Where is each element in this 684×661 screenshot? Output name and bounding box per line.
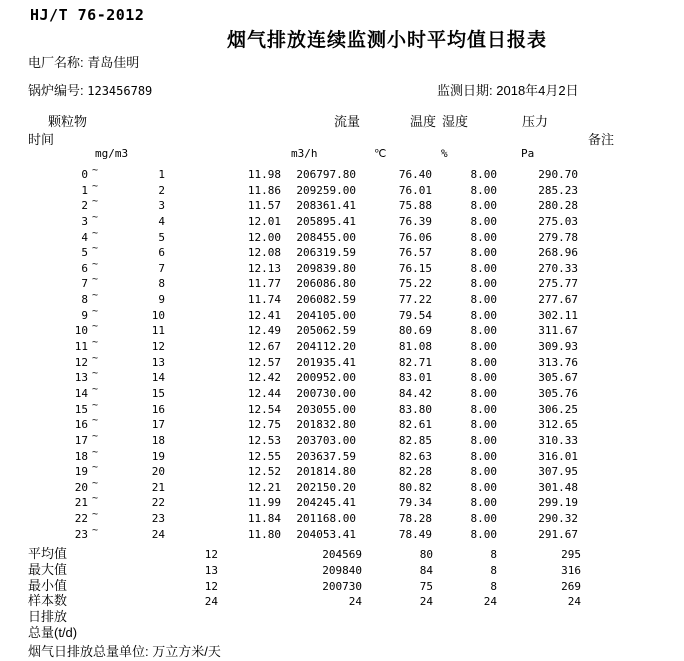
cell-temperature: 76.39 xyxy=(398,214,432,228)
cell-hour-start: 3 xyxy=(81,214,88,228)
cell-flow: 209839.80 xyxy=(296,261,356,275)
table-row xyxy=(0,464,684,480)
summary-row-label: 日排放 xyxy=(28,609,68,625)
time-range-separator: ~ xyxy=(92,337,99,349)
cell-hour-end: 14 xyxy=(151,371,165,385)
cell-hour-start: 16 xyxy=(74,418,88,432)
table-row xyxy=(0,477,684,496)
summary-cell-temperature: 80 xyxy=(419,548,433,561)
cell-hour-start: 14 xyxy=(74,386,88,400)
cell-hour-end: 22 xyxy=(151,496,165,510)
table-row xyxy=(0,430,684,449)
cell-hour-start: 18 xyxy=(74,449,88,463)
cell-pm: 12.52 xyxy=(247,465,281,479)
cell-hour-start: 13 xyxy=(74,371,88,385)
time-range-separator: ~ xyxy=(92,415,99,427)
cell-pm: 12.49 xyxy=(247,324,281,338)
cell-pm: 12.44 xyxy=(247,386,281,400)
cell-flow: 200952.00 xyxy=(296,371,356,385)
cell-temperature: 82.85 xyxy=(398,433,432,447)
time-range-separator: ~ xyxy=(92,446,99,458)
cell-pm: 11.98 xyxy=(247,168,281,181)
boiler-no-value: 123456789 xyxy=(87,84,153,98)
cell-hour-start: 4 xyxy=(81,230,88,244)
cell-pressure: 277.67 xyxy=(538,293,578,307)
time-range-separator: ~ xyxy=(92,196,99,208)
time-range-separator: ~ xyxy=(92,352,99,364)
unit-temperature: ℃ xyxy=(374,147,387,160)
cell-hour-end: 12 xyxy=(151,340,165,354)
unit-pressure: Pa xyxy=(521,147,535,160)
cell-hour-start: 6 xyxy=(81,261,88,275)
summary-cell-pressure: 316 xyxy=(561,563,581,577)
cell-pressure: 313.76 xyxy=(538,355,578,369)
table-row xyxy=(0,211,684,230)
summary-row xyxy=(0,609,684,625)
plant-name-value: 青岛佳明 xyxy=(87,55,140,70)
table-row xyxy=(0,446,684,465)
cell-humidity: 8.00 xyxy=(470,355,497,369)
time-range-separator: ~ xyxy=(92,227,99,239)
cell-temperature: 82.28 xyxy=(398,465,432,479)
table-row xyxy=(0,370,684,386)
cell-pressure: 290.32 xyxy=(538,512,578,526)
cell-hour-end: 3 xyxy=(158,199,165,213)
cell-humidity: 8.00 xyxy=(470,418,497,432)
column-header-pressure: 压力 xyxy=(522,114,549,129)
table-row xyxy=(0,227,684,246)
cell-pm: 11.57 xyxy=(247,199,281,213)
cell-hour-end: 5 xyxy=(158,230,165,244)
cell-pm: 11.80 xyxy=(247,527,281,541)
cell-humidity: 8.00 xyxy=(470,512,497,526)
plant-name-line xyxy=(28,52,139,71)
cell-pm: 12.41 xyxy=(247,308,281,322)
summary-cell-pressure: 269 xyxy=(561,579,581,593)
cell-hour-end: 16 xyxy=(151,402,165,416)
time-range-separator: ~ xyxy=(92,509,99,521)
cell-pressure: 305.67 xyxy=(538,371,578,385)
table-row xyxy=(0,180,684,199)
cell-pressure: 291.67 xyxy=(538,527,578,541)
cell-pm: 12.01 xyxy=(247,214,281,228)
cell-humidity: 8.00 xyxy=(470,261,497,275)
table-row xyxy=(0,339,684,355)
cell-humidity: 8.00 xyxy=(470,433,497,447)
cell-pm: 12.57 xyxy=(247,355,281,369)
table-row xyxy=(0,383,684,402)
summary-cell-pm: 12 xyxy=(204,579,218,593)
cell-hour-end: 9 xyxy=(158,293,165,307)
cell-humidity: 8.00 xyxy=(470,308,497,322)
cell-flow: 202150.20 xyxy=(296,480,356,494)
time-range-separator: ~ xyxy=(92,430,99,442)
cell-humidity: 8.00 xyxy=(470,277,497,291)
time-range-separator: ~ xyxy=(92,368,99,380)
boiler-no-label: 锅炉编号: xyxy=(28,83,84,98)
cell-pressure: 307.95 xyxy=(538,465,578,479)
cell-hour-end: 11 xyxy=(151,324,165,338)
cell-flow: 200730.00 xyxy=(296,386,356,400)
cell-hour-end: 1 xyxy=(158,168,165,181)
plant-name-label: 电厂名称: xyxy=(28,55,84,70)
cell-pressure: 275.77 xyxy=(538,277,578,291)
cell-pressure: 302.11 xyxy=(538,308,578,322)
unit-humidity: % xyxy=(441,147,448,160)
cell-pm: 11.86 xyxy=(247,183,281,197)
cell-humidity: 8.00 xyxy=(470,168,497,181)
cell-hour-start: 1 xyxy=(81,183,88,197)
cell-hour-end: 2 xyxy=(158,183,165,197)
time-range-separator: ~ xyxy=(92,477,99,489)
cell-flow: 206086.80 xyxy=(296,277,356,291)
cell-hour-start: 17 xyxy=(74,433,88,447)
cell-temperature: 79.54 xyxy=(398,308,432,322)
time-range-separator: ~ xyxy=(92,211,99,223)
time-range-separator: ~ xyxy=(92,180,99,192)
cell-humidity: 8.00 xyxy=(470,246,497,260)
cell-humidity: 8.00 xyxy=(470,230,497,244)
column-header-temperature: 温度 xyxy=(410,114,437,129)
cell-temperature: 82.71 xyxy=(398,355,432,369)
table-row xyxy=(0,417,684,433)
cell-hour-start: 2 xyxy=(81,199,88,213)
cell-humidity: 8.00 xyxy=(470,183,497,197)
cell-hour-end: 6 xyxy=(158,246,165,260)
cell-flow: 201814.80 xyxy=(296,465,356,479)
footer-unit-note: 烟气日排放总量单位: 万立方米/天 xyxy=(28,644,221,659)
cell-hour-end: 20 xyxy=(151,465,165,479)
cell-pressure: 285.23 xyxy=(538,183,578,197)
summary-cell-pm: 24 xyxy=(204,595,218,609)
cell-hour-end: 15 xyxy=(151,386,165,400)
cell-hour-end: 18 xyxy=(151,433,165,447)
summary-cell-temperature: 24 xyxy=(419,595,433,609)
cell-pm: 12.42 xyxy=(247,371,281,385)
cell-flow: 208361.41 xyxy=(296,199,356,213)
time-range-separator: ~ xyxy=(92,305,99,317)
cell-temperature: 78.28 xyxy=(398,512,432,526)
cell-flow: 206082.59 xyxy=(296,293,356,307)
time-range-separator: ~ xyxy=(92,321,99,333)
time-range-separator: ~ xyxy=(92,399,99,411)
cell-temperature: 77.22 xyxy=(398,293,432,307)
cell-temperature: 76.06 xyxy=(398,230,432,244)
summary-cell-humidity: 8 xyxy=(490,563,497,577)
column-header-flow: 流量 xyxy=(334,114,361,129)
cell-pressure: 299.19 xyxy=(538,496,578,510)
cell-hour-start: 15 xyxy=(74,402,88,416)
cell-humidity: 8.00 xyxy=(470,465,497,479)
summary-row-label: 样本数 xyxy=(28,593,68,609)
report-title: 烟气排放连续监测小时平均值日报表 xyxy=(226,30,547,51)
time-range-separator: ~ xyxy=(92,165,99,176)
column-header-time: 时间 xyxy=(28,132,55,147)
cell-pressure: 305.76 xyxy=(538,386,578,400)
summary-row-label: 最小值 xyxy=(28,577,68,593)
cell-hour-start: 7 xyxy=(81,277,88,291)
cell-flow: 206319.59 xyxy=(296,246,356,260)
table-row xyxy=(0,167,684,183)
cell-temperature: 76.40 xyxy=(398,168,432,181)
table-row xyxy=(0,524,684,543)
cell-flow: 206797.80 xyxy=(296,168,356,181)
cell-temperature: 82.61 xyxy=(398,418,432,432)
cell-flow: 201935.41 xyxy=(296,355,356,369)
unit-pm: mg/m3 xyxy=(95,147,129,160)
cell-hour-start: 23 xyxy=(74,527,88,541)
table-row xyxy=(0,352,684,371)
cell-temperature: 75.22 xyxy=(398,277,432,291)
table-row xyxy=(0,276,684,292)
summary-cell-pm: 12 xyxy=(204,548,218,561)
cell-flow: 209259.00 xyxy=(296,183,356,197)
cell-hour-end: 7 xyxy=(158,261,165,275)
time-range-separator: ~ xyxy=(92,462,99,474)
cell-pressure: 270.33 xyxy=(538,261,578,275)
table-row xyxy=(0,323,684,339)
column-header-remark: 备注 xyxy=(588,132,615,147)
cell-pm: 12.55 xyxy=(247,449,281,463)
cell-hour-end: 8 xyxy=(158,277,165,291)
summary-row-label: 最大值 xyxy=(28,561,68,577)
time-range-separator: ~ xyxy=(92,274,99,286)
table-row xyxy=(0,305,684,324)
cell-flow: 201832.80 xyxy=(296,418,356,432)
cell-pm: 11.77 xyxy=(247,277,281,291)
cell-pressure: 311.67 xyxy=(538,324,578,338)
cell-pm: 12.67 xyxy=(247,340,281,354)
cell-pm: 12.54 xyxy=(247,402,281,416)
summary-row xyxy=(0,578,684,594)
cell-pressure: 312.65 xyxy=(538,418,578,432)
monitor-date-line xyxy=(437,80,579,99)
cell-temperature: 83.01 xyxy=(398,371,432,385)
cell-temperature: 81.08 xyxy=(398,340,432,354)
table-row xyxy=(0,399,684,418)
cell-hour-start: 5 xyxy=(81,246,88,260)
cell-temperature: 83.80 xyxy=(398,402,432,416)
table-row xyxy=(0,495,684,511)
cell-humidity: 8.00 xyxy=(470,527,497,541)
cell-flow: 204245.41 xyxy=(296,496,356,510)
cell-pressure: 275.03 xyxy=(538,214,578,228)
cell-humidity: 8.00 xyxy=(470,496,497,510)
cell-humidity: 8.00 xyxy=(470,402,497,416)
cell-hour-end: 24 xyxy=(151,527,165,541)
summary-cell-temperature: 84 xyxy=(419,563,433,577)
cell-pressure: 316.01 xyxy=(538,449,578,463)
cell-flow: 205062.59 xyxy=(296,324,356,338)
cell-temperature: 75.88 xyxy=(398,199,432,213)
summary-row xyxy=(0,625,684,641)
summary-cell-humidity: 24 xyxy=(483,595,497,609)
monitor-date-label: 监测日期: xyxy=(437,83,493,98)
hourly-data-table xyxy=(0,167,684,542)
cell-pm: 12.21 xyxy=(247,480,281,494)
cell-temperature: 82.63 xyxy=(398,449,432,463)
cell-hour-end: 21 xyxy=(151,480,165,494)
cell-humidity: 8.00 xyxy=(470,324,497,338)
cell-pm: 12.00 xyxy=(247,230,281,244)
cell-flow: 203703.00 xyxy=(296,433,356,447)
summary-cell-pressure: 24 xyxy=(567,595,581,609)
cell-flow: 204105.00 xyxy=(296,308,356,322)
cell-hour-end: 17 xyxy=(151,418,165,432)
summary-row-label: 总量(t/d) xyxy=(28,624,78,640)
cell-hour-start: 0 xyxy=(81,168,88,181)
summary-cell-flow: 24 xyxy=(348,595,362,609)
cell-hour-start: 22 xyxy=(74,512,88,526)
summary-cell-flow: 200730 xyxy=(322,579,362,593)
summary-cell-humidity: 8 xyxy=(490,548,497,561)
cell-hour-start: 10 xyxy=(74,324,88,338)
summary-cell-pressure: 295 xyxy=(561,548,581,561)
cell-pm: 11.99 xyxy=(247,496,281,510)
cell-hour-start: 11 xyxy=(74,340,88,354)
column-header-humidity: 湿度 xyxy=(442,114,469,129)
summary-cell-humidity: 8 xyxy=(490,579,497,593)
cell-flow: 208455.00 xyxy=(296,230,356,244)
table-row xyxy=(0,511,684,527)
cell-hour-start: 21 xyxy=(74,496,88,510)
summary-row-label: 平均值 xyxy=(28,546,68,561)
cell-hour-start: 9 xyxy=(81,308,88,322)
cell-flow: 205895.41 xyxy=(296,214,356,228)
cell-temperature: 80.69 xyxy=(398,324,432,338)
monitor-date-value: 2018年4月2日 xyxy=(496,83,579,98)
summary-cell-flow: 204569 xyxy=(322,548,362,561)
time-range-separator: ~ xyxy=(92,258,99,270)
cell-pressure: 310.33 xyxy=(538,433,578,447)
time-range-separator: ~ xyxy=(92,243,99,255)
cell-pressure: 268.96 xyxy=(538,246,578,260)
cell-temperature: 80.82 xyxy=(398,480,432,494)
table-row xyxy=(0,198,684,214)
boiler-no-line xyxy=(28,80,152,99)
cell-hour-end: 19 xyxy=(151,449,165,463)
cell-humidity: 8.00 xyxy=(470,293,497,307)
cell-pressure: 290.70 xyxy=(538,168,578,181)
summary-row xyxy=(0,593,684,609)
cell-hour-end: 13 xyxy=(151,355,165,369)
summary-cell-temperature: 75 xyxy=(419,579,433,593)
cell-temperature: 76.57 xyxy=(398,246,432,260)
cell-temperature: 78.49 xyxy=(398,527,432,541)
cell-flow: 201168.00 xyxy=(296,512,356,526)
cell-humidity: 8.00 xyxy=(470,449,497,463)
summary-row xyxy=(0,562,684,578)
cell-flow: 203055.00 xyxy=(296,402,356,416)
unit-flow: m3/h xyxy=(291,147,318,160)
cell-temperature: 76.01 xyxy=(398,183,432,197)
cell-flow: 204112.20 xyxy=(296,340,356,354)
cell-pm: 11.84 xyxy=(247,512,281,526)
cell-humidity: 8.00 xyxy=(470,340,497,354)
cell-hour-start: 19 xyxy=(74,465,88,479)
cell-pressure: 279.78 xyxy=(538,230,578,244)
cell-flow: 203637.59 xyxy=(296,449,356,463)
cell-humidity: 8.00 xyxy=(470,386,497,400)
cell-humidity: 8.00 xyxy=(470,199,497,213)
cell-pm: 12.13 xyxy=(247,261,281,275)
cell-hour-end: 23 xyxy=(151,512,165,526)
cell-humidity: 8.00 xyxy=(470,480,497,494)
cell-pm: 11.74 xyxy=(247,293,281,307)
column-header-pm: 颗粒物 xyxy=(48,114,88,129)
cell-temperature: 84.42 xyxy=(398,386,432,400)
cell-temperature: 79.34 xyxy=(398,496,432,510)
cell-pm: 12.53 xyxy=(247,433,281,447)
time-range-separator: ~ xyxy=(92,383,99,395)
cell-humidity: 8.00 xyxy=(470,371,497,385)
cell-pressure: 280.28 xyxy=(538,199,578,213)
cell-hour-start: 12 xyxy=(74,355,88,369)
summary-cell-flow: 209840 xyxy=(322,563,362,577)
time-range-separator: ~ xyxy=(92,524,99,536)
table-row xyxy=(0,245,684,261)
time-range-separator: ~ xyxy=(92,290,99,302)
cell-hour-end: 10 xyxy=(151,308,165,322)
cell-temperature: 76.15 xyxy=(398,261,432,275)
cell-hour-start: 8 xyxy=(81,293,88,307)
summary-cell-pm: 13 xyxy=(204,563,218,577)
cell-pressure: 301.48 xyxy=(538,480,578,494)
summary-row xyxy=(0,546,684,562)
time-range-separator: ~ xyxy=(92,493,99,505)
cell-humidity: 8.00 xyxy=(470,214,497,228)
cell-pressure: 306.25 xyxy=(538,402,578,416)
summary-table xyxy=(0,546,684,641)
table-row xyxy=(0,258,684,277)
standard-code: HJ/T 76-2012 xyxy=(30,6,145,24)
cell-pm: 12.75 xyxy=(247,418,281,432)
cell-hour-end: 4 xyxy=(158,214,165,228)
cell-hour-start: 20 xyxy=(74,480,88,494)
cell-pm: 12.08 xyxy=(247,246,281,260)
table-row xyxy=(0,292,684,308)
cell-flow: 204053.41 xyxy=(296,527,356,541)
cell-pressure: 309.93 xyxy=(538,340,578,354)
